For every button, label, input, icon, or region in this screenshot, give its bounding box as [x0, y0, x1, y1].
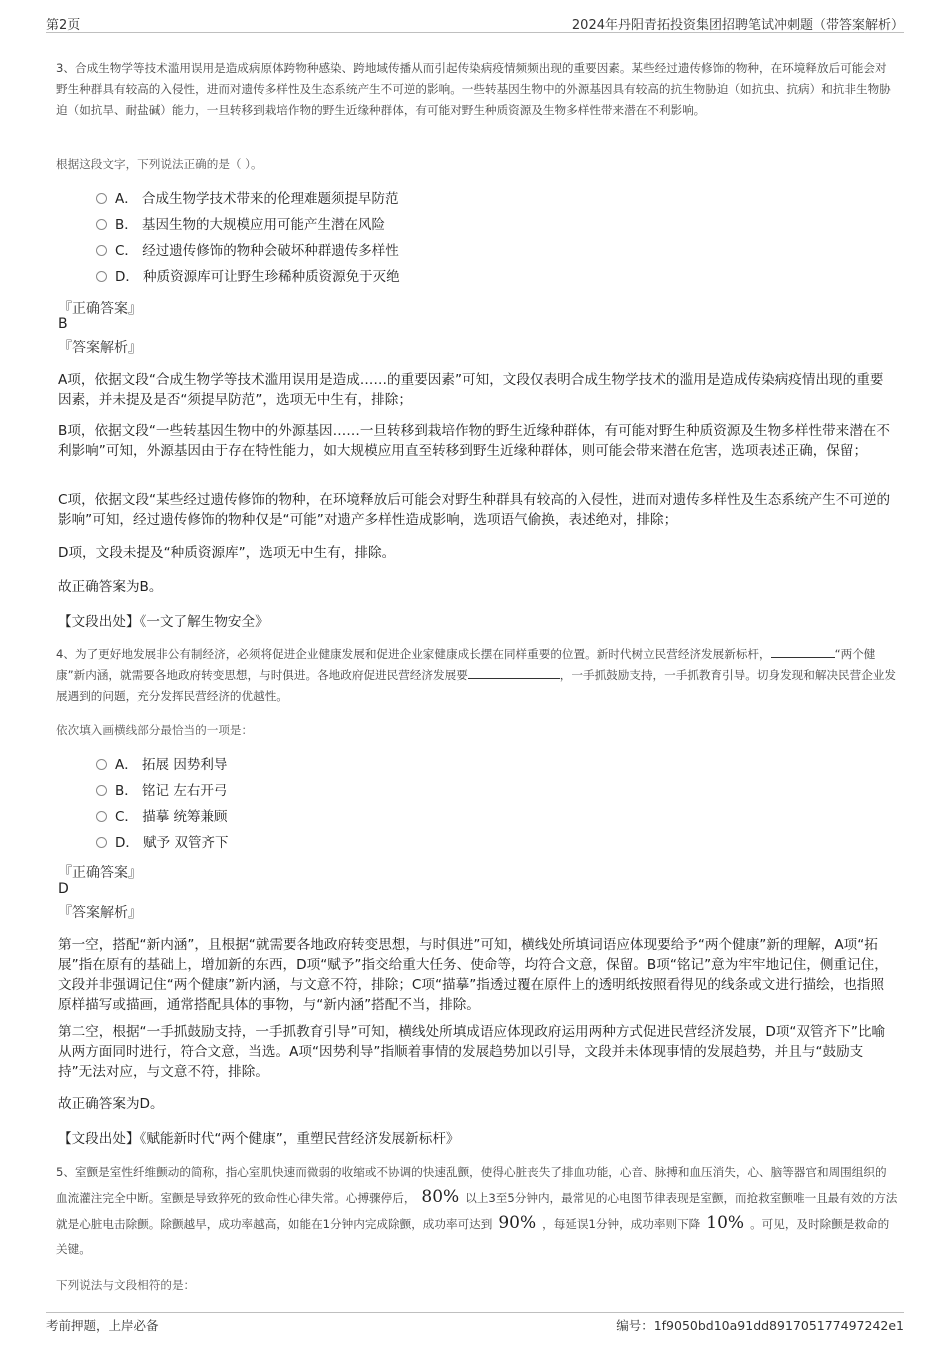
question-5-prompt: 下列说法与文段相符的是： [56, 1278, 196, 1292]
question-3-text: 3、合成生物学等技术滥用误用是造成病原体跨物种感染、跨地域传播从而引起传染病疫情频频出现的重要因素。某些经过遗传修饰的物种，在环境释放后可能会对野生种群具有较高的入侵性，进而对遗传多样性及生态系统产生不可逆的影响。一些转基因生物中的外源基因具有较高的抗生物胁迫（如抗虫、抗病）和抗非生物胁迫（如抗旱、耐盐碱）能力，一旦转移到栽培作物的野生近缘种群体，有可能对野生种质资源及生物多样性带来潜在不利影响。 [56, 61, 891, 117]
page-number: 第2页 [46, 18, 81, 33]
answer-label: 『正确答案』 [58, 301, 142, 317]
option-d[interactable]: D． 赋予 双管齐下 [96, 830, 228, 856]
document-title: 2024年丹阳青拓投资集团招聘笔试冲刺题（带答案解析） [571, 18, 904, 33]
blank-1 [771, 646, 835, 658]
explanation-c: C项，依据文段“某些经过遗传修饰的物种，在环境释放后可能会对野生种群具有较高的入侵性，进而对遗传多样性及生态系统产生不可逆的影响”可知，经过遗传修饰的物种仅是“可能”对遗产多样性造成影响，选项语气偷换，表述绝对，排除； [58, 492, 891, 528]
page-footer [46, 1312, 904, 1333]
radio-button-icon[interactable] [96, 759, 107, 770]
radio-button-icon[interactable] [96, 219, 107, 230]
option-b[interactable]: B． 铭记 左右开弓 [96, 778, 228, 804]
analysis-label: 『答案解析』 [58, 340, 142, 356]
option-b[interactable]: B． 基因生物的大规模应用可能产生潜在风险 [96, 212, 400, 238]
page-header [46, 12, 904, 33]
explanation-d: D项，文段未提及“种质资源库”，选项无中生有，排除。 [58, 545, 396, 561]
question-4-options [96, 752, 228, 856]
question-3-options [96, 186, 400, 290]
question-4-prompt: 依次填入画横线部分最恰当的一项是： [56, 723, 254, 737]
option-a[interactable]: A． 合成生物学技术带来的伦理难题须提早防范 [96, 186, 400, 212]
percent-10: 10% [706, 1213, 745, 1233]
conclusion: 故正确答案为D。 [58, 1096, 164, 1112]
percent-80: 80% [421, 1187, 460, 1207]
question-5-text: 5、室颤是室性纤维颤动的简称，指心室肌快速而微弱的收缩或不协调的快速乱颤，使得心脏丧失了排血功能，心音、脉搏和血压消失，心、脑等器官和周围组织的血流灌注完全中断。室颤是导致猝死的致命性心律失常。心搏骤停后， 80% 以上3至5分钟内，最常见的心电图节律表现是室颤，而抢救室颤唯一且最有效的方法就是心脏电击除颤。除颤越早，成功率越高，如能在1分钟内完成除颤，成功率可达到 90% ，每延误1分钟，成功率则下降 10% 。可见，及时除颤是救命的关键。 [56, 1165, 898, 1256]
option-c[interactable]: C． 描摹 统筹兼顾 [96, 804, 228, 830]
question-3-prompt: 根据这段文字，下列说法正确的是（ ）。 [56, 157, 263, 171]
explanation-a: A项，依据文段“合成生物学等技术滥用误用是造成……的重要因素”可知，文段仅表明合成生物学技术的滥用是造成传染病疫情出现的重要因素，并未提及是否“须提早防范”，选项无中生有，排除； [58, 372, 884, 408]
option-a[interactable]: A． 拓展 因势利导 [96, 752, 228, 778]
radio-button-icon[interactable] [96, 837, 107, 848]
radio-button-icon[interactable] [96, 271, 107, 282]
analysis-label: 『答案解析』 [58, 905, 142, 921]
percent-90: 90% [498, 1213, 537, 1233]
footer-slogan: 考前押题，上岸必备 [46, 1318, 159, 1333]
explanation-blank-1: 第一空，搭配“新内涵”，且根据“就需要各地政府转变思想，与时俱进”可知，横线处所填词语应体现要给予“两个健康”新的理解，A项“拓展”指在原有的基础上，增加新的东西，D项“赋予”指交给重大任务、使命等，均符合文意，保留。B项“铭记”意为牢牢地记住，侧重记住，文段并非强调记住“两个健康”新内涵，与文意不符，排除；C项“描摹”指透过覆在原件上的透明纸按照看得见的线条或文进行描绘，也指照原样描写或描画，通常搭配具体的事物，与“新内涵”搭配不当，排除。 [58, 937, 888, 1013]
answer-label: 『正确答案』 [58, 865, 142, 881]
radio-button-icon[interactable] [96, 785, 107, 796]
answer-value: B [58, 316, 68, 332]
document-id: 编号：1f9050bd10a91dd891705177497242e1 [616, 1318, 904, 1333]
question-4-text: 4、为了更好地发展非公有制经济，必须将促进企业健康发展和促进企业家健康成长摆在同样重要的位置。新时代树立民营经济发展新标杆， “两个健康”新内涵，就需要各地政府转变思想，与时俱进。各地政府促进民营经济发展要 ，一手抓鼓励支持，一手抓教育引导。切身发现和解决民营企业发展遇到的问题，充分发挥民营经济的优越性。 [56, 647, 897, 703]
option-d[interactable]: D． 种质资源库可让野生珍稀种质资源免于灭绝 [96, 264, 400, 290]
conclusion: 故正确答案为B。 [58, 579, 163, 595]
source-citation: 【文段出处】《一文了解生物安全》 [58, 614, 269, 630]
answer-value: D [58, 881, 69, 897]
radio-button-icon[interactable] [96, 193, 107, 204]
option-c[interactable]: C． 经过遗传修饰的物种会破坏种群遗传多样性 [96, 238, 400, 264]
radio-button-icon[interactable] [96, 245, 107, 256]
explanation-blank-2: 第二空，根据“一手抓鼓励支持，一手抓教育引导”可知，横线处所填成语应体现政府运用两种方式促进民营经济发展，D项“双管齐下”比喻从两方面同时进行，符合文意，当选。A项“因势利导”指顺着事情的发展趋势加以引导，文段并未体现事情的发展趋势，并且与“鼓励支持”无法对应，与文意不符，排除。 [58, 1024, 886, 1080]
explanation-b: B项，依据文段“一些转基因生物中的外源基因……一旦转移到栽培作物的野生近缘种群体，有可能对野生种质资源及生物多样性带来潜在不利影响”可知，外源基因由于存在特性能力，如大规模应用直至转移到野生近缘种群体，则可能会带来潜在危害，选项表述正确，保留； [58, 423, 890, 459]
blank-2 [468, 667, 560, 679]
source-citation: 【文段出处】《赋能新时代“两个健康”，重塑民营经济发展新标杆》 [58, 1131, 460, 1147]
radio-button-icon[interactable] [96, 811, 107, 822]
